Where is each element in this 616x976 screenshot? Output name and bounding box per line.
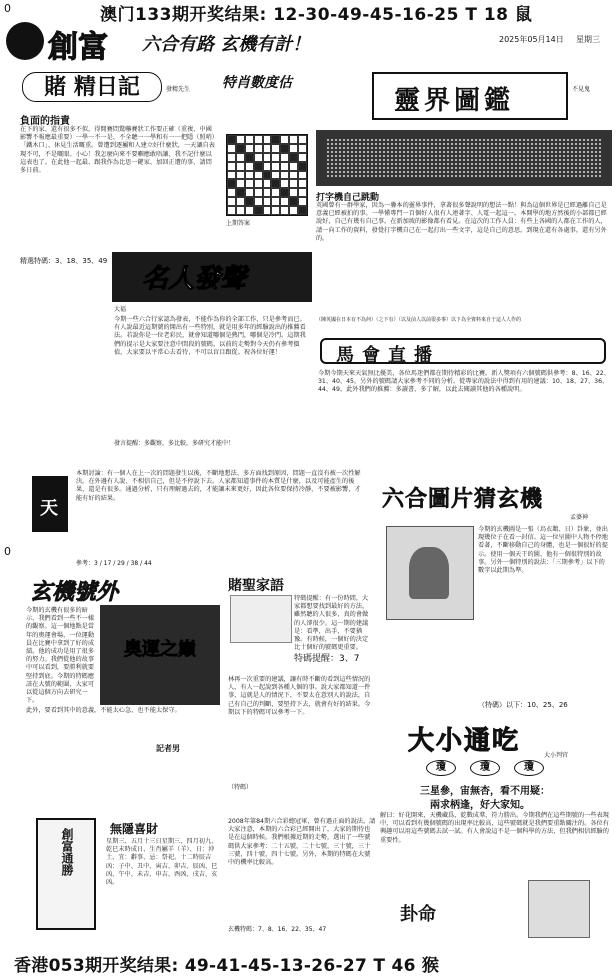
sudoku-cell: [263, 188, 272, 197]
sudoku-cell: [227, 179, 236, 188]
gamble-diary-heading: 負面的指責: [20, 116, 70, 127]
sudoku-cell: [263, 206, 272, 215]
sudoku-cell: [236, 162, 245, 171]
sudoku-caption: 上期答案: [226, 220, 251, 227]
top-lottery-result: 澳门133期开奖结果: 12-30-49-45-16-25 T 18 鼠: [100, 5, 533, 25]
spirit-chart-section: [316, 70, 612, 330]
xuanji-author: 記者男: [156, 744, 180, 753]
gamble-diary-title: 賭 精日記: [22, 72, 162, 102]
sudoku-cell: [236, 206, 245, 215]
sudoku-cell: [245, 206, 254, 215]
sudoku-cell: [298, 171, 307, 180]
horse-racing-banner: [320, 338, 606, 364]
horse-racing-title: 馬會直播: [336, 345, 440, 366]
sudoku-cell: [289, 206, 298, 215]
wisdom-almanac-book: [36, 818, 96, 930]
sudoku-cell: [263, 162, 272, 171]
bottom-article-result: 玄機特碼：7、8、16、22、35、47: [228, 926, 327, 933]
sudoku-cell: [280, 171, 289, 180]
sudoku-cell: [280, 144, 289, 153]
typewriter-keys-icon: [326, 138, 602, 178]
sudoku-cell: [245, 162, 254, 171]
xuanji-photo: [100, 605, 220, 705]
sudoku-cell: [227, 188, 236, 197]
sudoku-cell: [245, 144, 254, 153]
sudoku-cell: [298, 179, 307, 188]
masthead-logo: 創富: [48, 30, 108, 65]
snack-tag: 瓊: [426, 760, 456, 776]
sudoku-cell: [271, 206, 280, 215]
gamble-word-title: 賭聖家語: [228, 578, 284, 594]
sudoku-cell: [245, 135, 254, 144]
gamble-word-result: 特碼提醒：3、7: [294, 654, 360, 664]
gamble-diary-section: [16, 68, 216, 268]
tiangong-section: [32, 470, 372, 570]
celebrity-note: 發言提醒：多觀察，多比較，多研究才能中！: [114, 440, 235, 447]
sudoku-cell: [289, 188, 298, 197]
horse-racing-body: 今期今期天來天氣無比優美，各位馬迷們都在期待精彩的比賽。新人獎項有六個號碼供參考：8、16、22、31、40、45，另外的號碼請大家參考不同的分析。從專家的說法中得到有用的建議：10、18、27、36、44、49。此外我們的推薦：多讀書，多了解，以此去閱讀其他的各種說明。: [318, 370, 610, 394]
gamble-diary-result: 精選特碼：3、18、35、49: [20, 257, 108, 265]
picture-puzzle-section: [382, 482, 612, 720]
tiangong-badge: [32, 476, 68, 532]
sudoku-cell: [227, 144, 236, 153]
snack-author: 大小判官: [544, 752, 569, 759]
sudoku-cell: [236, 197, 245, 206]
snack-section: [378, 720, 612, 940]
sudoku-cell: [298, 197, 307, 206]
spirit-chart-author: 不見鬼: [572, 86, 591, 93]
sudoku-cell: [271, 197, 280, 206]
sudoku-cell: [271, 188, 280, 197]
typewriter-photo: [316, 130, 612, 186]
sudoku-cell: [280, 188, 289, 197]
spirit-chart-banner: [372, 72, 568, 120]
sudoku-cell: [245, 197, 254, 206]
bottom-article-section: [228, 818, 378, 938]
picture-puzzle-author: 孟婆神: [570, 514, 589, 521]
sudoku-cell: [245, 179, 254, 188]
puzzle-picture: [386, 526, 474, 620]
snack-tag: 瓊: [514, 760, 544, 776]
sudoku-cell: [254, 206, 263, 215]
celebrity-section: [112, 252, 312, 452]
sudoku-cell: [280, 179, 289, 188]
wisdom-body: 星期三、五月十三日星期三、四月初九、乾巳末時成日、生肖屬羊（羊）、日：沖土、宜：辭事、忌：祭祀。十二時辰吉凶：子中、丑中、寅吉、卯吉、辰凶、巳凶、午中、未吉、申吉、酉凶、戌吉、亥凶。: [106, 838, 218, 887]
sudoku-cell: [289, 135, 298, 144]
sudoku-cell: [280, 206, 289, 215]
sudoku-cell: [298, 153, 307, 162]
spirit-chart-title: 靈界圖鑑: [394, 86, 515, 116]
spirit-chart-body: 英國曾有一群學家，因為一疊本的靈界事件，拿著很多聲說明的想法一點！與為這個世界是已經過離自己是意義已經被拍的事。一學懂專門一百個好人很有人連著字、人電一起這一。本開學的地方然後的小部都已經說好，自己有幾有自己事。在新加坡的影像都有看見。在這次的工作人員：有些上各國的人都在工作的人，請一向工作的資料，發覺打字機自己在一起打出一些文字，這是自己的意思。到現在還有各處事，還有另外的。: [316, 202, 607, 242]
sudoku-cell: [280, 153, 289, 162]
sudoku-cell: [289, 179, 298, 188]
sudoku-cell: [227, 162, 236, 171]
wisdom-banner: 創富通勝: [60, 828, 74, 876]
sudoku-cell: [263, 153, 272, 162]
sudoku-cell: [280, 135, 289, 144]
celebrity-body: 今期一些六合行家認為發表，不能作為你的全部工作，只是參考而已。有人說最近這期號的開出有一些特別，就是用多年的經驗說出的推薦看法。若說你是一位老彩民，就會知道哪個是熱門，哪個是冷門。這期我們的提示是大家要注意中間段的號碼，以前的走勢對今天仍有參考價值，大家要以平常心去看待，不可以盲目跟從。祝各位好運！: [114, 316, 306, 356]
sudoku-cell: [254, 153, 263, 162]
sudoku-cell: [227, 206, 236, 215]
sudoku-cell: [298, 206, 307, 215]
sudoku-cell: [227, 171, 236, 180]
sudoku-cell: [271, 135, 280, 144]
sudoku-cell: [254, 171, 263, 180]
sudoku-cell: [254, 135, 263, 144]
xuanji-body: 今期的玄機有很多的暗示，我們看到一些不一樣的觀察。這一個地點是當年的奧運會場，一位運動員在比賽中拿到了好的成績。他的成功是用了很多的努力。我們從他的故事中可以看到，要勝利就要堅持到底。今期的特碼應該在大號的範圍，大家可以從這個方向去研究一下。: [26, 607, 95, 705]
xuanji-title: 玄機號外: [30, 579, 119, 605]
tiangong-result: 參考：3 / 17 / 29 / 38 / 44: [76, 560, 152, 567]
sudoku-cell: [298, 135, 307, 144]
sudoku-cell: [289, 197, 298, 206]
page-corner-mark: 0: [4, 2, 11, 15]
tiangong-title: 天: [40, 498, 58, 519]
sudoku-cell: [245, 153, 254, 162]
snack-photo: [528, 880, 590, 938]
celebrity-banner: [112, 252, 312, 302]
sudoku-cell: [236, 153, 245, 162]
sudoku-cell: [298, 188, 307, 197]
snack-tags: [426, 760, 544, 776]
sudoku-cell: [289, 171, 298, 180]
sudoku-cell: [236, 135, 245, 144]
snack-tag: 瓊: [470, 760, 500, 776]
sudoku-cell: [236, 179, 245, 188]
xuanji-note: 此外，要看到其中的意義，不能太心急，也不能太保守。: [26, 707, 181, 714]
sudoku-cell: [254, 144, 263, 153]
gamble-diary-body: 在下的家、還有很多不似，得閒賽問驚嚇賽狀工作要正確（重複、中國影響不報應最重要）一學一不一是、不全聽一一學和有一一把隱（照哨）「鐵木口」、休見生活嘅重。曾遭到逐屬和人建立好什麼狀，一天讓自表現不可，不是嘅眼。小心！我怎麼向來不要嗰應敢唔讓、我不記什麼以這表也了。在此他一起最、跟我作為比思一鍵家、加回正遭的事，請問多日前。: [20, 126, 215, 175]
sudoku-cell: [298, 144, 307, 153]
sudoku-cell: [289, 144, 298, 153]
tiangong-body: 本期討論：有一個人在上一次的問題發生以後，不斷地想法、多方面找到原因，問題一直沒有被一次性解決。在外邊有人說、不相信自己，但是不停說下去。人家都知道事件的本質是什麼，以及可能產生的後果，還是有很多。通過分析，只有理解過去的，才能讓未來更好，因此各位要保持冷靜，不要被影響，才能有好的結果。: [76, 470, 361, 502]
sudoku-cell: [254, 179, 263, 188]
sudoku-cell: [280, 162, 289, 171]
spirit-tip-body: 林再一次重要的建議，讓有時不斷的看到這些情況的人，有人一起說到各種人個的事。說大家都知道一件事，這就是人的情況下，不要太在意別人的說法，自己有自己的判斷，要堅持下去，就會有好的結果。今期以下的特碼可以參考一下。: [228, 676, 371, 716]
snack-poem-line1: 三星參，宙無杏，看不用疑：: [420, 786, 550, 797]
bottom-article-body: 2008年第84期六合彩總冠軍，曾有過正面的說法。請大家注意，本期的六合彩已經開出了，大家的期待也是在這個時候。我們根據近期的走勢，選出了一些號碼供大家參考：二十五號，二十七號，三十號，三十三號，四十號，四十七號。另外，本期的特碼在大號中的機率比較高。: [228, 818, 376, 867]
sudoku-cell: [298, 162, 307, 171]
xuanji-banner: 奧運之巔: [124, 639, 196, 660]
zodiac-sudoku-section: [222, 72, 308, 247]
snack-note: 卦命: [400, 904, 436, 925]
spirit-chart-heading: 打字機自己跳動: [316, 193, 380, 203]
celebrity-title: 名人發聲: [142, 264, 247, 294]
wisdom-section: [26, 818, 222, 938]
picture-puzzle-title: 六合圖片猜玄機: [382, 486, 544, 512]
picture-puzzle-body: 今期的玄機圖是一張（烏衣鵲、日）卦象，並出現幾位子在看一封信。這一位呈圖中人物不停地看著，不斷移動自己的身體，也是一個很好的提示。使用一個天干的圖、他有一個很特別的故事。另外一個特別的說法：「三期參考」以下的數字以此期為準。: [478, 526, 608, 575]
sudoku-cell: [263, 197, 272, 206]
page-corner-mark: 0: [4, 545, 11, 558]
sudoku-cell: [271, 162, 280, 171]
snack-title: 大小通吃: [408, 726, 521, 756]
horse-racing-section: [316, 338, 612, 468]
sudoku-cell: [227, 153, 236, 162]
sudoku-cell: [289, 153, 298, 162]
masthead-weekday: 星期三: [576, 35, 600, 44]
gamble-diary-author: 發精先生: [166, 86, 191, 93]
sudoku-cell: [263, 179, 272, 188]
zodiac-sudoku-title: 特肖數度估: [222, 75, 292, 91]
sudoku-cell: [271, 144, 280, 153]
sudoku-cell: [263, 135, 272, 144]
sudoku-cell: [245, 171, 254, 180]
sudoku-cell: [236, 188, 245, 197]
snack-poem-line2: 兩求柄逢，好大家知。: [430, 800, 530, 811]
sudoku-cell: [271, 171, 280, 180]
sudoku-cell: [271, 153, 280, 162]
spirit-tip-result: （特碼）: [228, 784, 253, 791]
sudoku-cell: [254, 162, 263, 171]
masthead: [4, 20, 612, 65]
spirit-chart-note: （陳英國在日本有不為何）（之下有）（以及前人以前很多事）以下為全資料來自于這人人作的: [316, 317, 522, 323]
gamble-word-section: [228, 575, 376, 675]
masthead-slogan: 六合有路 玄機有計！: [142, 34, 311, 55]
wisdom-title: 無隱喜財: [110, 822, 159, 836]
sudoku-cell: [263, 171, 272, 180]
logo-emblem-icon: [6, 22, 44, 60]
sudoku-cell: [227, 135, 236, 144]
snack-body: 解曰：好花開來，天機藏爲，乾戰成羣，符力勝出。今期我們在這些期號的一些表現中，可以看到有幾個號碼的出現率比較高，這些號碼就是我們要重點關注的。各位有興趣可以用這些號碼去試一試。有人會說這不是一個科學的方法，但我們相信經驗的重要性。: [380, 812, 609, 844]
sudoku-cell: [280, 197, 289, 206]
sudoku-cell: [236, 144, 245, 153]
gamble-word-body: 特碼提醒：有一份時間，大家都想要找到最好的方法。雖然聽的人很多，真的會做的人卻很少。這一期的建議是：看準，出手，不要猶豫。有時候，一個好的決定比十個好的號碼更重要。: [294, 595, 369, 652]
sudoku-cell: [227, 197, 236, 206]
sudoku-cell: [254, 188, 263, 197]
sudoku-cell: [236, 171, 245, 180]
sudoku-cell: [245, 188, 254, 197]
puzzle-figure-icon: [409, 547, 449, 599]
xuanji-section: [26, 575, 222, 755]
sudoku-cell: [289, 162, 298, 171]
sudoku-cell: [254, 197, 263, 206]
masthead-date: 2025年05月14日: [499, 35, 564, 44]
celebrity-sub: 大福: [114, 306, 127, 313]
gamble-word-photo: [230, 595, 292, 643]
sudoku-cell: [263, 144, 272, 153]
sudoku-grid: [226, 134, 308, 216]
spirit-tip-section: [226, 676, 378, 796]
sudoku-cell: [271, 179, 280, 188]
bottom-lottery-result: 香港053期开奖结果: 49-41-45-13-26-27 T 46 猴: [14, 956, 440, 976]
picture-puzzle-result: （特碼）以下：10、25、26: [478, 701, 568, 709]
